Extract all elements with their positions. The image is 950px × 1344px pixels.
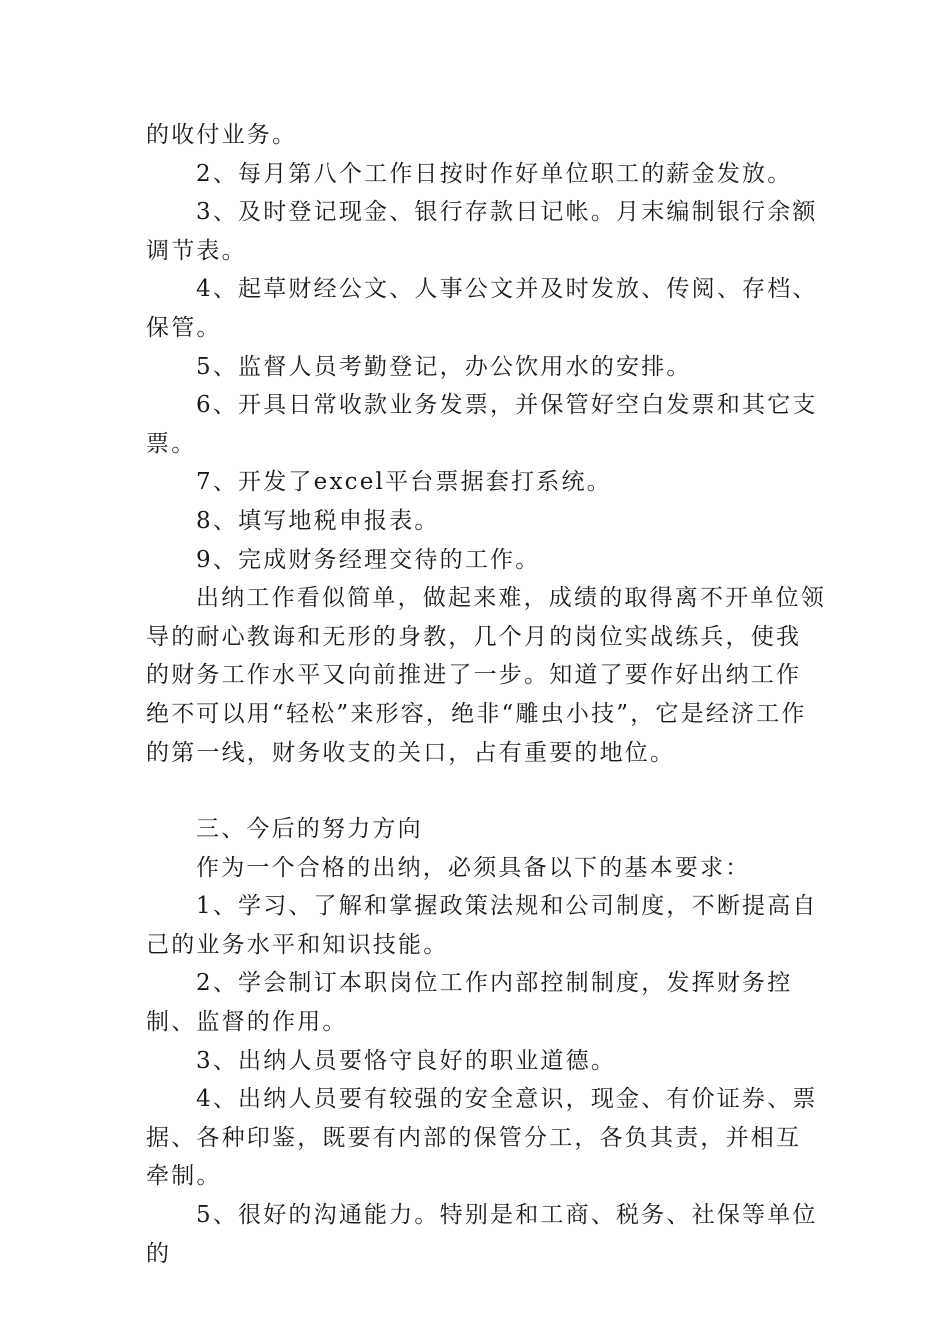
document-body xyxy=(146,116,826,1273)
list-item-5: 5、监督人员考勤登记，办公饮用水的安排。 xyxy=(196,353,692,380)
list-item-4: 4、起草财经公文、人事公文并及时发放、传阅、存档、保管。 xyxy=(146,276,818,341)
list-item-6: 6、开具日常收款业务发票，并保管好空白发票和其它支票。 xyxy=(146,392,818,457)
list-item-8: 8、填写地税申报表。 xyxy=(196,507,440,534)
list-item-7: 7、开发了excel平台票据套打系统。 xyxy=(196,469,612,496)
list-item-3: 3、及时登记现金、银行存款日记帐。月末编制银行余额调节表。 xyxy=(146,199,818,264)
requirements-intro: 作为一个合格的出纳，必须具备以下的基本要求： xyxy=(196,854,751,881)
list-item-2: 2、每月第八个工作日按时作好单位职工的薪金发放。 xyxy=(196,160,793,187)
list-item-9: 9、完成财务经理交待的工作。 xyxy=(196,546,541,573)
summary-paragraph: 出纳工作看似简单，做起来难，成绩的取得离不开单位领导的耐心教诲和无形的身教，几个月的岗位实战练兵，使我的财务工作水平又向前推进了一步。知道了要作好出纳工作绝不可以用“轻松”来形容，绝非“雕虫小技”，它是经济工作的第一线，财务收支的关口，占有重要的地位。 xyxy=(146,585,826,766)
blank-line xyxy=(146,772,826,810)
requirement-item-3: 3、出纳人员要恪守良好的职业道德。 xyxy=(196,1047,617,1074)
requirement-item-1: 1、学习、了解和掌握政策法规和公司制度，不断提高自己的业务水平和知识技能。 xyxy=(146,893,818,958)
paragraph-continuation: 的收付业务。 xyxy=(146,122,298,148)
requirement-item-5: 5、很好的沟通能力。特别是和工商、税务、社保等单位的 xyxy=(146,1202,818,1267)
requirement-item-4: 4、出纳人员要有较强的安全意识，现金、有价证券、票据、各种印鉴，既要有内部的保管分工，各负其责，并相互牵制。 xyxy=(146,1086,818,1190)
section-heading: 三、今后的努力方向 xyxy=(196,816,423,843)
requirement-item-2: 2、学会制订本职岗位工作内部控制制度，发挥财务控制、监督的作用。 xyxy=(146,970,793,1036)
